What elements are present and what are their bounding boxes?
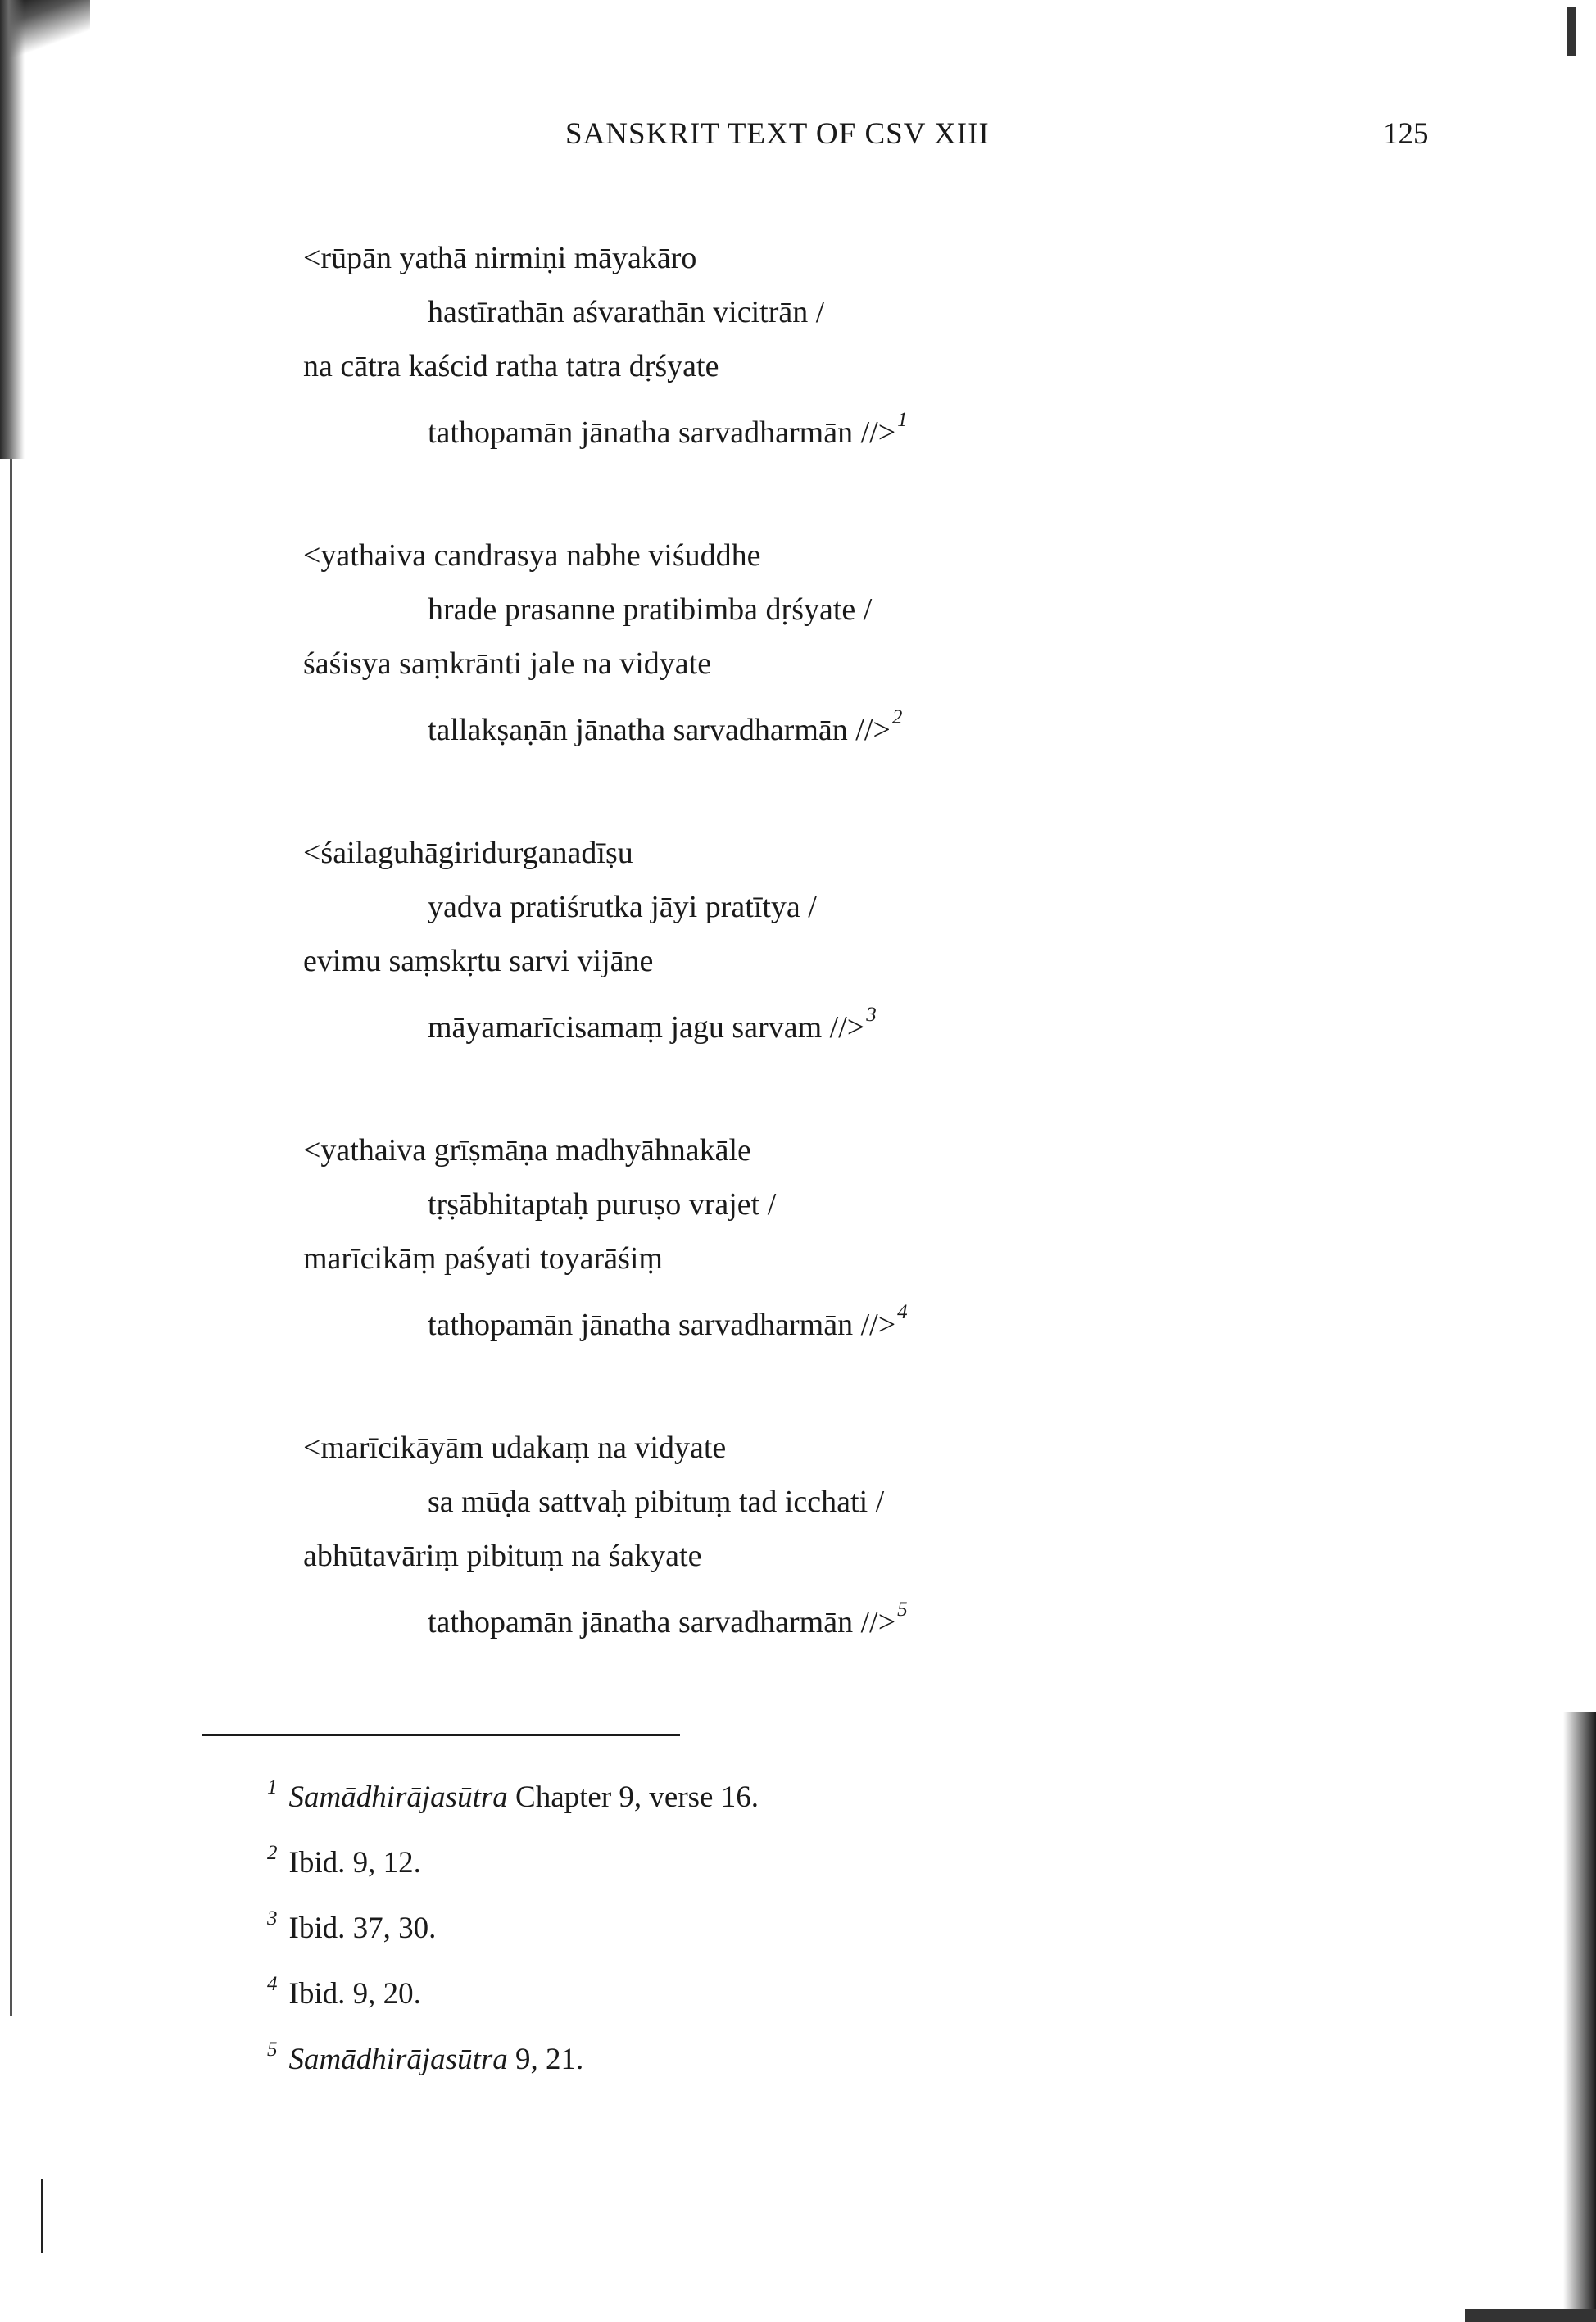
verse-line-final <box>303 393 1368 460</box>
verse-line: <marīcikāyām udakaṃ na vidyate <box>303 1431 727 1465</box>
verse-line: <yathaiva candrasya nabhe viśuddhe <box>303 538 761 573</box>
stanza <box>303 528 1368 757</box>
footnote-marker[interactable]: 5 <box>897 1599 908 1621</box>
footnote <box>267 2022 1332 2088</box>
footnote-marker[interactable]: 4 <box>897 1301 908 1323</box>
verse-line-final <box>303 1286 1368 1352</box>
verse-line: <śailaguhāgiridurganadīṣu <box>303 836 633 870</box>
verse-line: yadva pratiśrutka jāyi pratītya / <box>428 890 817 924</box>
stanza <box>303 231 1368 460</box>
footnote-marker[interactable]: 3 <box>866 1004 877 1026</box>
footnote-text: Ibid. 9, 20. <box>288 1977 421 2011</box>
verse-line: <rūpān yathā nirmiṇi māyakāro <box>303 241 697 275</box>
footnotes <box>267 1760 1332 2088</box>
footnote-work-title: Samādhirājasūtra <box>288 2043 508 2076</box>
verse-line: <yathaiva grīṣmāṇa madhyāhnakāle <box>303 1133 751 1168</box>
footnote <box>267 1825 1332 1891</box>
footnote-text: Ibid. 9, 12. <box>288 1846 421 1880</box>
footnote-separator <box>202 1734 680 1736</box>
stanza <box>303 826 1368 1054</box>
verse-line: sa mūḍa sattvaḥ pibituṃ tad icchati / <box>428 1485 885 1519</box>
verse-block <box>303 231 1368 1718</box>
footnote-marker[interactable]: 1 <box>897 409 908 431</box>
verse-line: hastīrathān aśvarathān vicitrān / <box>428 295 825 329</box>
verse-line: hrade prasanne pratibimba dṛśyate / <box>428 592 873 627</box>
footnote-number: 4 <box>267 1973 278 1995</box>
verse-line-final <box>303 1583 1368 1649</box>
scan-edge-mark <box>41 2179 43 2253</box>
running-head: SANSKRIT TEXT OF CSV XIII <box>565 117 990 151</box>
footnote <box>267 1957 1332 2022</box>
scan-edge-shadow <box>1465 2309 1596 2322</box>
scan-edge-line <box>10 459 12 2016</box>
verse-line-text: māyamarīcisamaṃ jagu sarvam //> <box>428 1010 865 1045</box>
footnote <box>267 1760 1332 1825</box>
stanza <box>303 1421 1368 1649</box>
verse-line: tṛṣābhitaptaḥ puruṣo vrajet / <box>428 1187 777 1222</box>
footnote-text: 9, 21. <box>507 2043 584 2076</box>
footnote-number: 2 <box>267 1842 278 1864</box>
verse-line-text: tathopamān jānatha sarvadharmān //> <box>428 1308 896 1342</box>
footnote-work-title: Samādhirājasūtra <box>288 1780 508 1814</box>
verse-line-final <box>303 988 1368 1054</box>
verse-line-final <box>303 691 1368 757</box>
verse-line: śaśisya saṃkrānti jale na vidyate <box>303 646 712 681</box>
verse-line-text: tallakṣaṇān jānatha sarvadharmān //> <box>428 713 891 747</box>
footnote-number: 1 <box>267 1776 278 1798</box>
footnote-text: Ibid. 37, 30. <box>288 1912 437 1945</box>
verse-line: abhūtavāriṃ pibituṃ na śakyate <box>303 1539 702 1573</box>
verse-line: marīcikāṃ paśyati toyarāśiṃ <box>303 1241 663 1276</box>
footnote-number: 5 <box>267 2039 278 2061</box>
verse-line: evimu saṃskṛtu sarvi vijāne <box>303 944 654 978</box>
scan-edge-shadow <box>1563 1712 1596 2319</box>
page-number: 125 <box>1383 117 1429 151</box>
scan-edge-mark <box>1567 7 1576 56</box>
footnote-text: Chapter 9, verse 16. <box>507 1780 759 1814</box>
footnote-number: 3 <box>267 1907 278 1930</box>
scan-edge-shadow <box>0 0 25 459</box>
verse-line-text: tathopamān jānatha sarvadharmān //> <box>428 1605 896 1639</box>
verse-line: na cātra kaścid ratha tatra dṛśyate <box>303 349 719 383</box>
verse-line-text: tathopamān jānatha sarvadharmān //> <box>428 415 896 450</box>
stanza <box>303 1123 1368 1352</box>
footnote <box>267 1891 1332 1957</box>
footnote-marker[interactable]: 2 <box>891 706 903 728</box>
